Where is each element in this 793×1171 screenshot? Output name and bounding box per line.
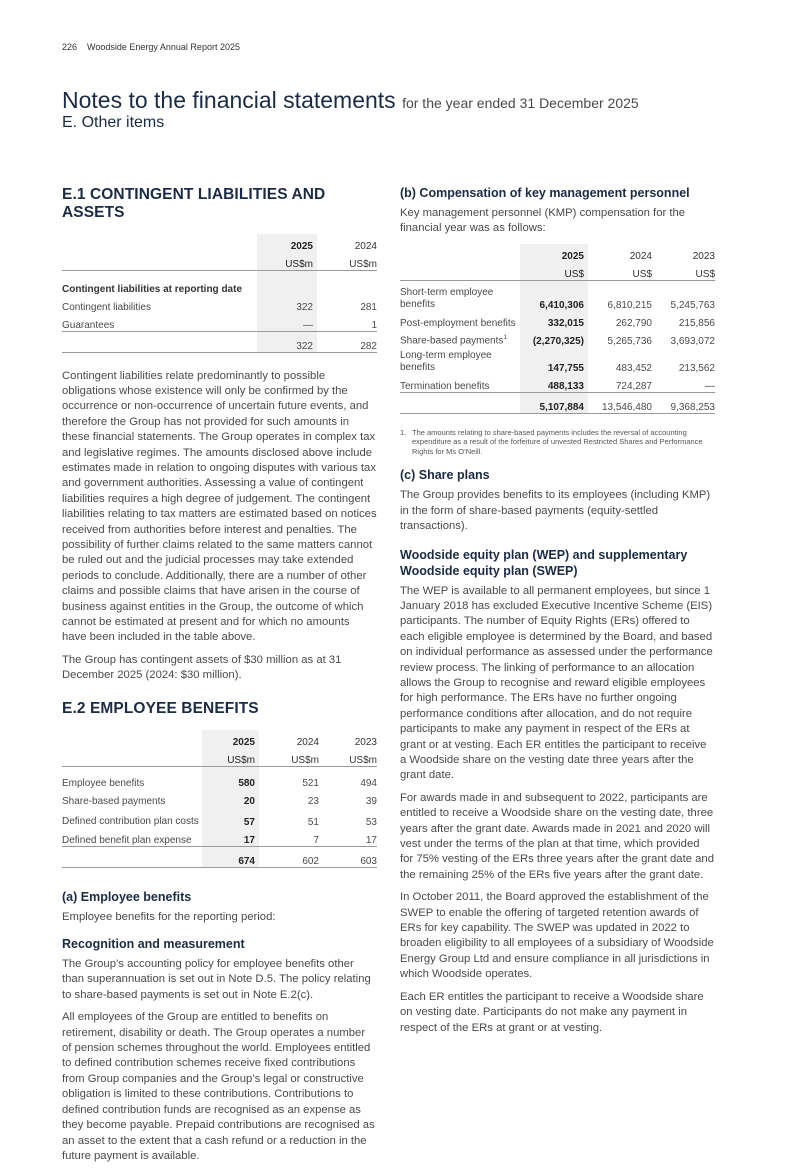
year-header: 2025: [202, 730, 259, 748]
wep-paragraph: For awards made in and subsequent to 2022, participants are entitled to receive a Woodside share on the vesting date, three years after the grant date. Awards made in 2021 and 2020 will vest under the terms of the plan at that time, which provided for 75% vesting of the ERs three years after the grant date and the remaining 25% of the ERs five years after the grant date.: [400, 791, 714, 881]
recognition-paragraph: The Group’s accounting policy for employee benefits other than superannuation is set out in Note D.5. The policy relating to share-based payments is set out in Note E.2(c).: [62, 958, 371, 1001]
wep-paragraph: Each ER entitles the participant to receive a Woodside share on vesting date. Participants do not make any payment in respect of the ERs at grant or at vesting.: [400, 990, 704, 1034]
page-title-main: Notes to the financial statements: [62, 87, 396, 113]
total-value: 5,107,884: [520, 392, 588, 413]
unit-header: US$m: [291, 754, 319, 766]
contingent-table: [62, 234, 377, 353]
row-label: Defined benefit plan expense: [62, 834, 192, 846]
employee-benefits-table: [62, 730, 377, 868]
cell-value: (2,270,325): [520, 329, 588, 347]
cell-value: 332,015: [520, 311, 588, 329]
kmp-table: [400, 244, 715, 414]
total-value: 602: [259, 846, 319, 867]
left-column: [62, 186, 377, 1171]
total-value: 282: [317, 331, 377, 352]
cell-value: 57: [202, 807, 259, 828]
section-title: E. Other items: [62, 114, 165, 131]
cell-value: —: [705, 380, 715, 392]
unit-header: US$: [695, 268, 715, 280]
page-number: 226: [62, 42, 78, 52]
row-label-text: Share-based payments: [400, 335, 504, 347]
cell-value: 322: [257, 295, 317, 313]
e1-paragraph: Contingent liabilities relate predominantly to possible obligations whose existence will only be confirmed by the occurrence or non-occurrence of uncertain future events, and therefore the Group has not provided for such amounts in these financial statements. The Group operates in complex tax and legislative regimes. The amounts disclosed above include estimates made in relation to ongoing disputes with various tax and government authorities. Assessing a value of contingent liabilities requires a high degree of judgement. The contingent liabilities relating to tax matters are estimated based on notices received from authorities before interest and penalties. The possibility of further claims related to the same matters cannot be ruled out and the judicial processes may take extended periods to conclude. Additionally, there are a number of other claims and possible claims that have arisen in the course of business against entities in the Group, the outcome of which cannot be estimated at present and for which no amounts have been included in the table above.: [62, 369, 377, 644]
unit-header: US$: [632, 268, 652, 280]
year-header: 2023: [692, 250, 715, 262]
cell-value: 580: [202, 771, 259, 789]
unit-header: US$m: [349, 259, 377, 270]
unit-header: US$m: [202, 748, 259, 767]
row-label: Long-term employee benefits: [400, 349, 492, 373]
year-header: 2023: [354, 736, 377, 748]
year-header: 2025: [257, 234, 317, 252]
c-heading: (c) Share plans: [400, 468, 490, 483]
unit-header: US$m: [257, 252, 317, 271]
footnote-number: 1.: [400, 427, 407, 437]
cell-value: 5,265,736: [607, 335, 652, 347]
recognition-heading: Recognition and measurement: [62, 937, 245, 952]
footnote-text: The amounts relating to share-based payments includes the reversal of accounting expenditure as a result of the forfeiture of unvested Restricted Shares and Performance Rights for Ms O’Neill.: [412, 427, 703, 456]
cell-value: 39: [365, 795, 377, 807]
total-value: 13,546,480: [588, 392, 652, 413]
cell-value: 1: [371, 319, 377, 331]
year-header: 2025: [520, 244, 588, 262]
cell-value: 488,133: [520, 374, 588, 393]
cell-value: 51: [307, 816, 319, 828]
year-header: 2024: [296, 736, 319, 748]
b-heading: (b) Compensation of key management personnel: [400, 186, 690, 200]
page-title: [62, 87, 639, 114]
year-header: 2024: [354, 241, 377, 252]
page-header: [62, 42, 240, 52]
cell-value: 6,410,306: [520, 285, 588, 311]
row-label: Guarantees: [62, 319, 115, 331]
cell-value: 53: [365, 816, 377, 828]
cell-value: 483,452: [615, 362, 652, 374]
year-header: 2024: [629, 250, 652, 262]
row-label: Short-term employee benefits: [400, 286, 494, 310]
cell-value: 521: [302, 777, 319, 789]
footnote-ref: 1: [503, 334, 508, 342]
report-name: Woodside Energy Annual Report 2025: [87, 42, 240, 52]
row-label: Share-based payments: [62, 795, 166, 807]
unit-header: US$: [520, 262, 588, 281]
total-value: 674: [202, 846, 259, 867]
cell-value: 3,693,072: [670, 335, 715, 347]
wep-paragraph: In October 2011, the Board approved the establishment of the SWEP to enable the offering of targeted retention awards of ERs for key capability. The SWEP was updated in 2022 to broaden eligibility to all employees of a subsidiary of Woodside Energy Group Ltd and ensure compliance in all jurisdictions in which Woodside operates.: [400, 891, 714, 981]
cell-value: 20: [202, 789, 259, 807]
row-label: Post-employment benefits: [400, 317, 516, 329]
group-label: Contingent liabilities at reporting date: [62, 283, 243, 295]
b-intro: Key management personnel (KMP) compensation for the financial year was as follows:: [400, 207, 686, 235]
cell-value: 17: [365, 834, 377, 846]
a-intro: Employee benefits for the reporting period:: [62, 910, 276, 923]
total-value: 603: [319, 846, 377, 867]
kmp-footnote: [400, 428, 715, 457]
unit-header: US$m: [349, 754, 377, 766]
cell-value: 724,287: [615, 380, 652, 392]
page-title-sub: for the year ended 31 December 2025: [402, 95, 639, 111]
row-label: Employee benefits: [62, 777, 145, 789]
recognition-paragraph: All employees of the Group are entitled to benefits on retirement, disability or death. The Group operates a number of pension schemes throughout the world. Employees entitled to defined contribution schemes receive fixed contributions from Group companies and the Group’s legal or constructive obligation is limited to these contributions. Contributions to defined contribution funds are recognised as an expense as they become payable. Prepaid contributions are recognised as an asset to the extent that a cash refund or a reduction in the future payment is available.: [62, 1011, 375, 1162]
total-value: 9,368,253: [652, 392, 715, 413]
cell-value: 262,790: [615, 317, 652, 329]
row-label: Defined contribution plan costs: [62, 815, 199, 827]
row-label: Contingent liabilities: [62, 301, 151, 313]
wep-paragraph: The WEP is available to all permanent employees, but since 1 January 2018 has excluded Executive Incentive Scheme (EIS) participants. The number of Equity Rights (ERs) offered to each eligible employee is determined by the Board, and based on individual performance as assessed under the performance review process. The linking of performance to an allocation allows the Group to recognise and reward eligible employees for high performance. The ERs have no further ongoing performance conditions after allocation, and do not require participants to make any payment in respect of the ERs at grant or at vesting. Each ER entitles the participant to receive a Woodside share on the vesting date three years after the grant date.: [400, 584, 713, 782]
cell-value: 147,755: [520, 347, 588, 374]
cell-value: 17: [202, 828, 259, 847]
wep-heading: Woodside equity plan (WEP) and supplementary Woodside equity plan (SWEP): [400, 547, 688, 578]
e2-heading: E.2 EMPLOYEE BENEFITS: [62, 699, 259, 717]
right-column: [400, 186, 715, 1043]
total-value: 322: [257, 331, 317, 352]
cell-value: 213,562: [678, 362, 715, 374]
c-paragraph: The Group provides benefits to its employees (including KMP) in the form of share-based payments (equity-settled transactions).: [400, 489, 711, 533]
row-label: [400, 329, 520, 347]
e1-heading: E.1 CONTINGENT LIABILITIES AND ASSETS: [62, 186, 326, 221]
cell-value: 494: [360, 777, 377, 789]
cell-value: 5,245,763: [670, 299, 715, 311]
cell-value: 7: [313, 834, 319, 846]
a-heading: (a) Employee benefits: [62, 889, 192, 904]
cell-value: 6,810,215: [607, 299, 652, 311]
cell-value: 23: [307, 795, 319, 807]
e1-paragraph: The Group has contingent assets of $30 million as at 31 December 2025 (2024: $30 million).: [62, 653, 342, 682]
cell-value: 281: [360, 301, 377, 313]
cell-value: —: [257, 313, 317, 332]
row-label: Termination benefits: [400, 380, 490, 392]
cell-value: 215,856: [678, 317, 715, 329]
